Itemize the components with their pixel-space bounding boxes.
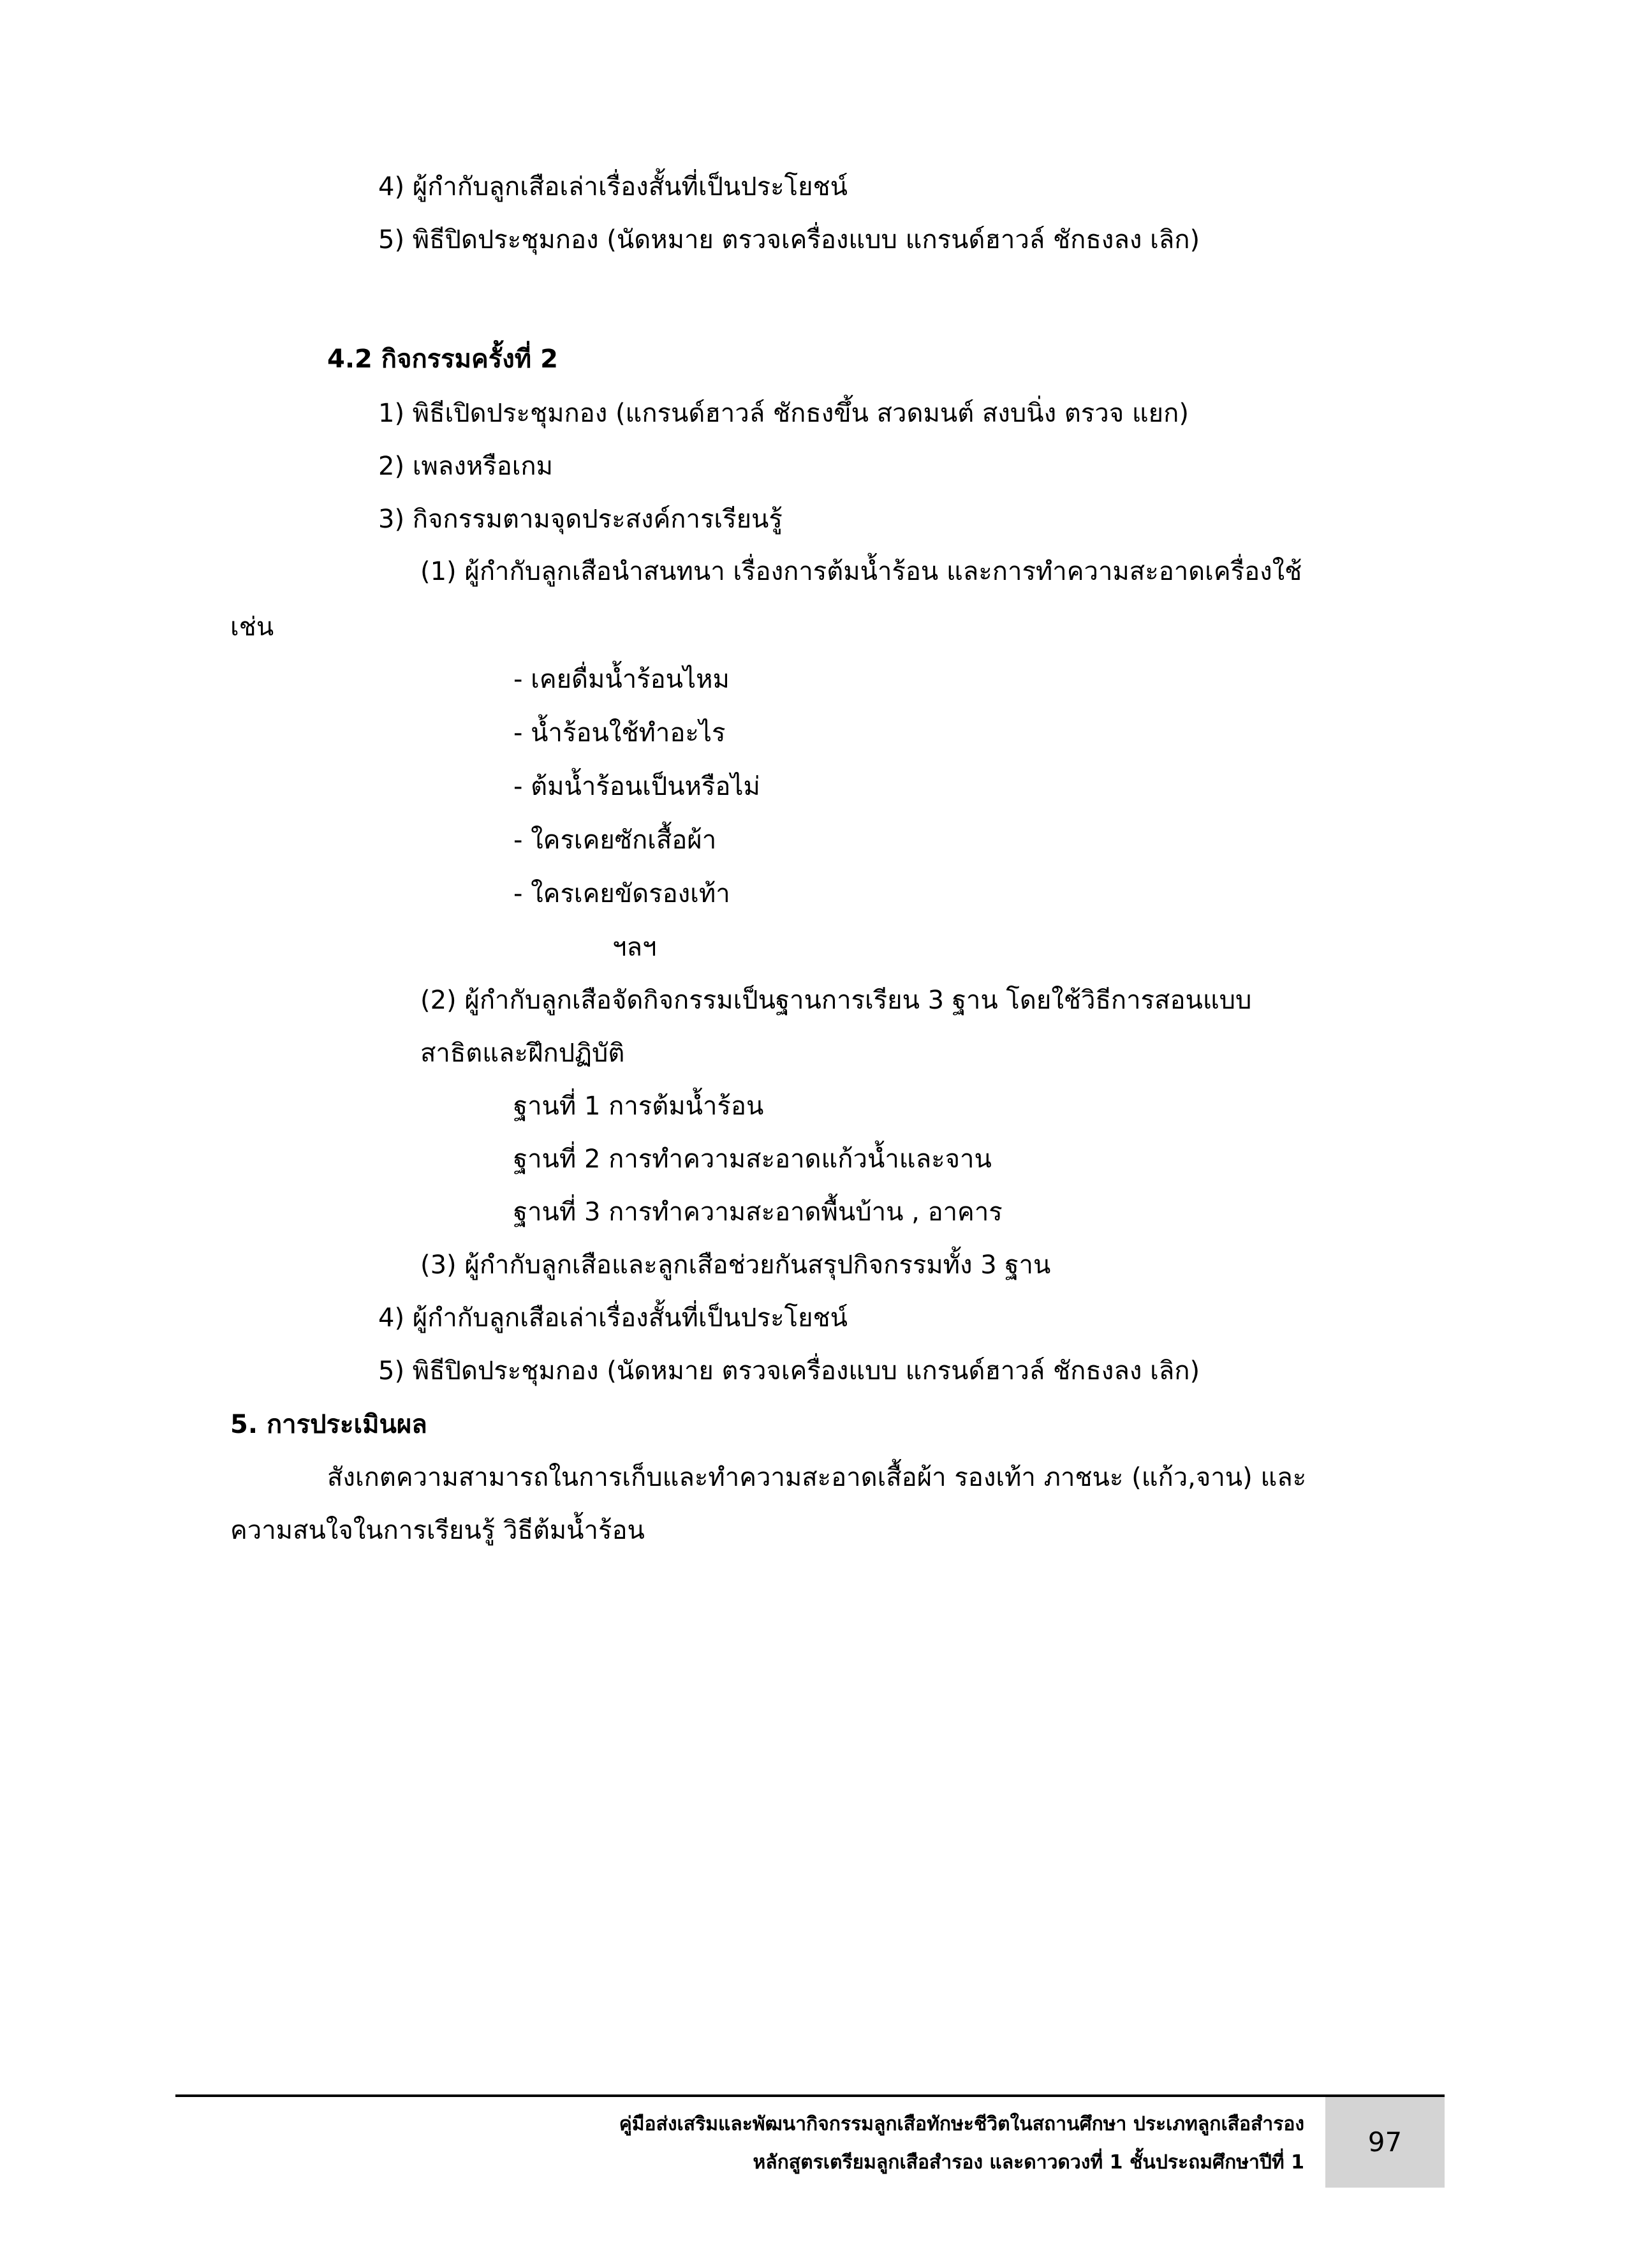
footer-title-line-1: คู่มือส่งเสริมและพัฒนากิจกรรมลูกเสือทักษะชีวิตในสถานศึกษา ประเภทลูกเสือสำรอง: [619, 2113, 1304, 2135]
footer-divider: [175, 2094, 1445, 2097]
page-number-box: [1325, 2097, 1445, 2188]
station-1: ฐานที่ 1 การต้มน้ำร้อน: [513, 1092, 764, 1121]
station-2: ฐานที่ 2 การทำความสะอาดแก้วน้ำและจาน: [513, 1145, 992, 1174]
station-3: ฐานที่ 3 การทำความสะอาดพื้นบ้าน , อาคาร: [513, 1197, 1003, 1227]
etc-mark: ฯลฯ: [612, 933, 657, 962]
activity-2-item-2: 2) เพลงหรือเกม: [378, 452, 553, 481]
sub-item-1-continuation: เช่น: [230, 612, 274, 642]
section-heading-5: 5. การประเมินผล: [230, 1410, 427, 1439]
footer-title-line-2: หลักสูตรเตรียมลูกเสือสำรอง และดาวดวงที่ 1 ชั้นประถมศึกษาปีที่ 1: [753, 2151, 1304, 2174]
question-3: - ต้มน้ำร้อนเป็นหรือไม่: [513, 772, 760, 801]
question-2: - น้ำร้อนใช้ทำอะไร: [513, 718, 726, 748]
sub-item-1: (1) ผู้กำกับลูกเสือนำสนทนา เรื่องการต้มน้ำร้อน และการทำความสะอาดเครื่องใช้: [420, 557, 1302, 586]
sub-item-2-continuation: สาธิตและฝึกปฏิบัติ: [420, 1039, 625, 1068]
question-4: - ใครเคยซักเสื้อผ้า: [513, 826, 717, 855]
activity-item-5: 5) พิธีปิดประชุมกอง (นัดหมาย ตรวจเครื่องแบบ แกรนด์ฮาวล์ ชักธงลง เลิก): [378, 225, 1200, 255]
activity-item-4: 4) ผู้กำกับลูกเสือเล่าเรื่องสั้นที่เป็นประโยชน์: [378, 172, 848, 202]
question-5: - ใครเคยขัดรองเท้า: [513, 879, 730, 908]
question-1: - เคยดื่มน้ำร้อนไหม: [513, 665, 730, 694]
activity-2-item-5: 5) พิธีปิดประชุมกอง (นัดหมาย ตรวจเครื่องแบบ แกรนด์ฮาวล์ ชักธงลง เลิก): [378, 1356, 1200, 1386]
activity-2-item-1: 1) พิธีเปิดประชุมกอง (แกรนด์ฮาวล์ ชักธงขึ้น สวดมนต์ สงบนิ่ง ตรวจ แยก): [378, 399, 1189, 428]
evaluation-text: สังเกตความสามารถในการเก็บและทำความสะอาดเสื้อผ้า รองเท้า ภาชนะ (แก้ว,จาน) และ: [327, 1463, 1307, 1492]
evaluation-text-continuation: ความสนใจในการเรียนรู้ วิธีต้มน้ำร้อน: [230, 1516, 645, 1545]
activity-2-item-4: 4) ผู้กำกับลูกเสือเล่าเรื่องสั้นที่เป็นประโยชน์: [378, 1303, 848, 1333]
sub-item-2: (2) ผู้กำกับลูกเสือจัดกิจกรรมเป็นฐานการเรียน 3 ฐาน โดยใช้วิธีการสอนแบบ: [420, 986, 1252, 1015]
section-heading-4-2: 4.2 กิจกรรมครั้งที่ 2: [327, 345, 558, 374]
activity-2-item-3: 3) กิจกรรมตามจุดประสงค์การเรียนรู้: [378, 505, 783, 534]
page-number: 97: [1367, 2126, 1402, 2158]
sub-item-3: (3) ผู้กำกับลูกเสือและลูกเสือช่วยกันสรุปกิจกรรมทั้ง 3 ฐาน: [420, 1250, 1051, 1280]
